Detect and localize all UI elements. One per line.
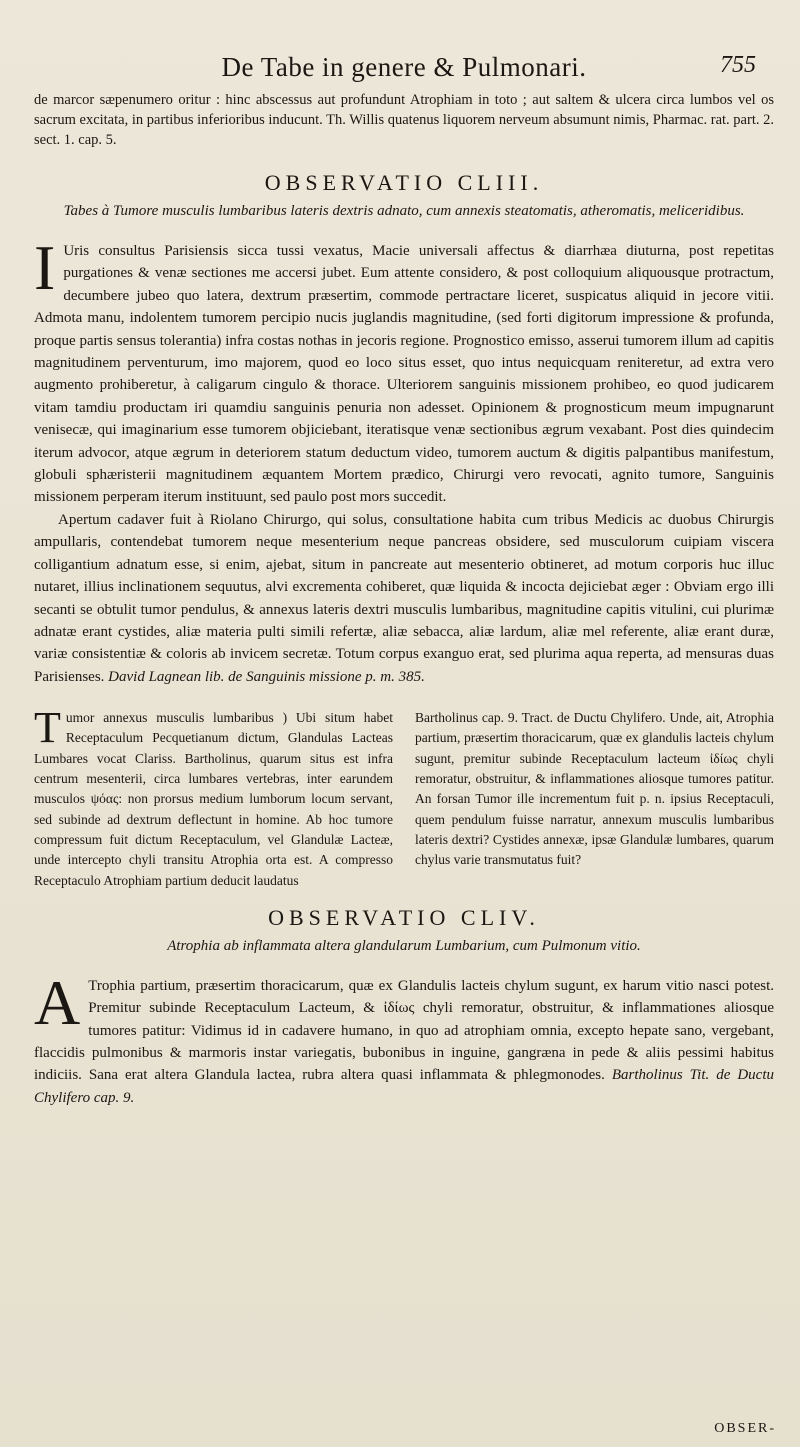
- observation-154-title: OBSERVATIO CLIV.: [268, 904, 540, 930]
- citation: David Lagnean lib. de Sanguinis missione p. m. 385.: [108, 668, 425, 685]
- observation-153-body: [34, 232, 774, 688]
- observation-154-paragraph: [34, 966, 774, 1109]
- drop-cap: T: [34, 703, 61, 753]
- column-text: Bartholinus cap. 9. Tract. de Ductu Chylifero. Unde, ait, Atrophia partium, præsertim thoracicarum, quæ ex glandulis lacteis chylum sugunt, premitur subinde Receptaculum lacteum ἰδίως chyli remoratur, obstruitur, & inflammationes aliosque tumores patitur. An forsan Tumor ille incrementum fuit p. n. ipsius Receptaculi, quem pendulum fuisse narratur, annexum musculis lumbaribus lateris dextri? Cystides annexæ, ipsæ Glandulæ lumbares, quarum chylus varie transmutatus fuit?: [415, 710, 774, 868]
- page-number: 755: [720, 52, 756, 78]
- commentary-columns: [34, 703, 774, 891]
- observation-154-subtitle: Atrophia ab inflammata altera glandularum Lumbarium, cum Pulmonum vitio.: [167, 937, 641, 954]
- column-text: umor annexus musculis lumbaribus ) Ubi situm habet Receptaculum Pecquetianum dictum, Glandulas Lacteas Lumbares vocat Clariss. Bartholinus, quarum situs est infra centrum mesenterii, circa lumbares vertebras, inter earundem musculos ψόας: non prorsus medium lumborum locum servant, sed subinde ad dextrum deflectunt in homine. Ab hoc tumore compressum fuit dictum Receptaculum, vel Glandulæ Lacteæ, unde intercepto chyli transitu Atrophia orta est. A compresso Receptaculo Atrophiam partium deducit laudatus: [34, 710, 393, 888]
- page-header: [34, 52, 774, 88]
- continued-text: de marcor sæpenumero oritur : hinc abscessus aut profundunt Atrophiam in toto ; aut saltem & ulcera circa lumbos vel os sacrum excitata, in partibus inferioribus inducunt. Th. Willis quatenus liquorem nerveum absumunt nimis, Pharmac. rat. part. 2. sect. 1. cap. 5.: [34, 92, 774, 148]
- observation-153-subtitle: Tabes à Tumore musculis lumbaribus lateris dextris adnato, cum annexis steatomatis, atheromatis, meliceridibus.: [63, 203, 745, 219]
- commentary-right-column: [415, 708, 774, 891]
- observation-153-title: OBSERVATIO CLIII.: [264, 170, 544, 195]
- running-title: De Tabe in genere & Pulmonari.: [221, 52, 587, 82]
- paragraph-text: Trophia partium, præsertim thoracicarum, quæ ex Glandulis lacteis chylum sugunt, ex harum vitio nasci potest. Premitur subinde Receptaculum Lacteum, & ἰδίως chyli remoratur, obstruitur, & inflammationes aliosque tumores patitur: Vidimus id in cadavere humano, in quo ad atrophiam omnia, excepto hepate sano, vergebant, flaccidis pulmonibus & marmoris instar variegatis, bubonibus in inguine, gangræna in pede & aliis pessimi habitus indiciis. Sana erat altera Glandula lactea, rubra altera quasi inflammata & phlegmonodes.: [34, 977, 774, 1084]
- paragraph-text: Uris consultus Parisiensis sicca tussi vexatus, Macie universali affectus & diarrhæa diuturna, post repetitas purgationes & venæ sectiones me accersi jubet. Eum attente considero, & post colloquium aliquousque protractum, decumbere jubeo quo latera, dextrum præsertim, commode pertractare liceret, suspicatus aliquid in jecore vitii. Admota manu, indolentem tumorem percipio nucis juglandis magnitudine, (sed forti digitorum impressione & profunda, proque partis sensus tolerantia) infra costas nothas in jecoris regione. Prognostico emisso, asserui tumorem illum ad capitis magnitudinem perventurum, imo majorem, quod eo loco situs esset, quo intus nequicquam reniteretur, ad extra vero augmento prohiberetur, à caligarum cingulo & thorace. Ulteriorem sanguinis missionem prohibeo, eo quod judicarem vitam tamdiu productam iri quamdiu sanguinis penuria non adesset. Opinionem & prognosticum meum impugnarunt venisecæ, qui imaginarium esse tumorem objiciebant, iteratisque venæ sectionibus ægrum vexabant. Post dies quindecim iterum advocor, atque ægrum in deteriorem statum deductum video, tumorem auctum & digitis palpantibus manifestum, globuli sphæristerii magnitudinem æquantem Mortem prædico, Chirurgi vero revocati, agnito tumore, Sanguinis missionem perperam iterum instituunt, sed paulo post mors succedit.: [34, 243, 774, 506]
- observation-154-body: [34, 966, 774, 1109]
- drop-cap: A: [34, 966, 81, 1038]
- commentary-left-column: [34, 703, 393, 891]
- observation-153-paragraph-1: [34, 232, 774, 509]
- drop-cap: I: [34, 232, 56, 303]
- paragraph-text: Apertum cadaver fuit à Riolano Chirurgo, qui solus, consultatione habita cum tribus Medicis ac duobus Chirurgis ampullaris, contendebat tumorem neque mesenterium neque pancreas obsidere, sed musculorum cuipiam viscera colligantium adnatum esse, si enim, ajebat, situm in pancreate aut mesenterio obtineret, ad motum corporis huc illuc nutaret, illius inclinationem sequutus, alvi excrementa cohiberet, quæ liquida & incocta dejiciebat æger : Obviam ergo illi secanti se obtulit tumor pendulus, & annexus lateris dextri musculis lumbaribus, magnitudine capitis vitulini, cui plurimæ adnatæ erant cystides, aliæ materia pulti simili refertæ, aliæ sebacca, aliæ lardum, aliæ mel referente, aliæ erant duræ, variæ consistentiæ & coloris ab invicem secretæ. Totum corpus exanguo erat, sed plurima aqua reperta, ad mensuras duas Parisienses.: [34, 511, 774, 685]
- observation-153-paragraph-2: [34, 509, 774, 688]
- catchword: OBSER-: [714, 1421, 776, 1436]
- citation: Bartholinus Tit. de Ductu Chylifero cap. 9.: [34, 1067, 774, 1106]
